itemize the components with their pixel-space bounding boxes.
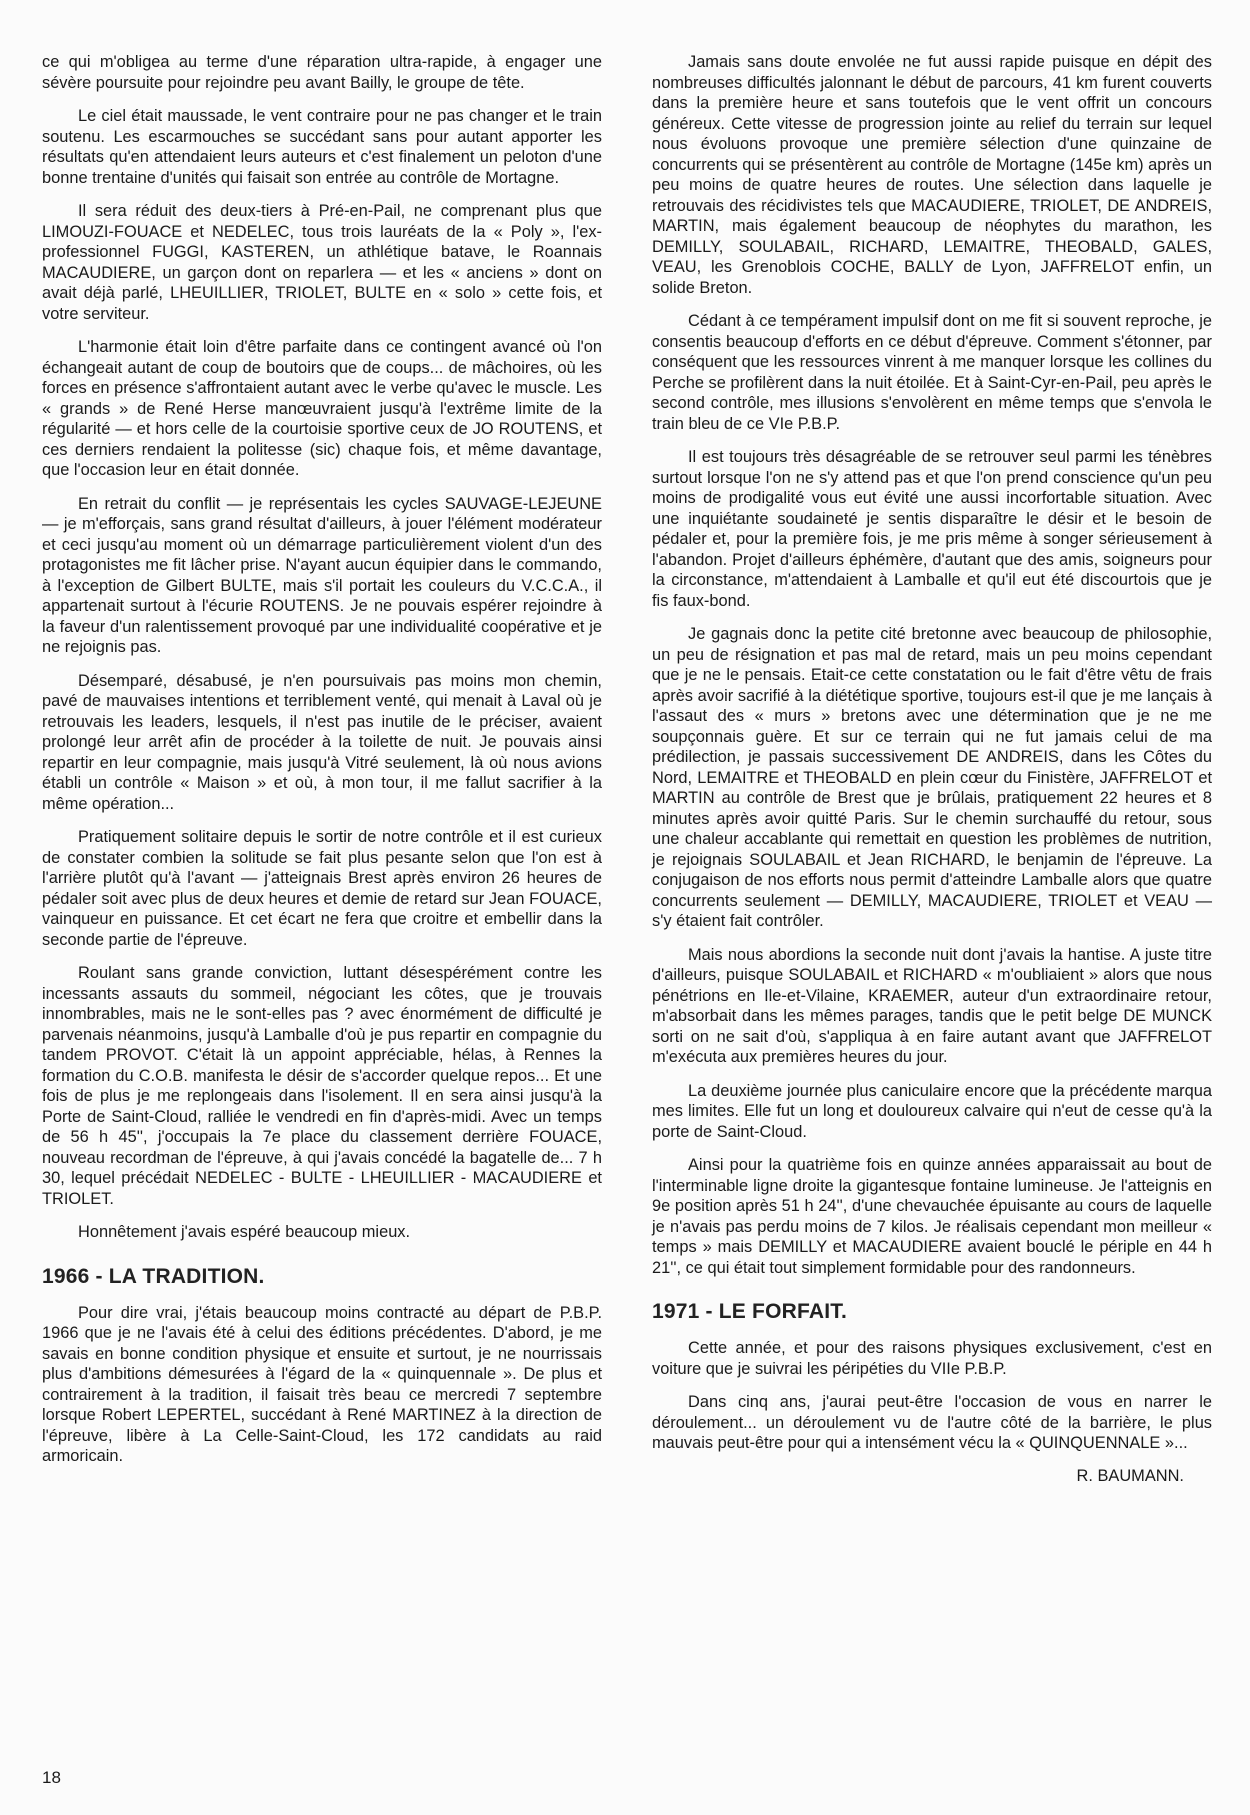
paragraph: Pour dire vrai, j'étais beaucoup moins contracté au départ de P.B.P. 1966 que je ne l'avais été à celui des éditions précédentes. D'abord, je me savais en bonne condition physique et ensuite et surtout, je ne nourrissais plus d'ambitions démesurées à l'égard de la « quinquennale ». De plus et contrairement à la tradition, il faisait très beau ce mercredi 7 septembre lorsque Robert LEPERTEL, succédant à René MARTINEZ à la direction de l'épreuve, libère à La Celle-Saint-Cloud, les 172 candidats au raid armoricain. <box>42 1303 602 1465</box>
paragraph: Jamais sans doute envolée ne fut aussi rapide puisque en dépit des nombreuses difficultés jalonnant le début de parcours, 41 km furent couverts dans la première heure et sans toutefois que le vent offrit un concours généreux. Cette vitesse de progression jointe au relief du terrain sur lequel nous évoluons provoque une première sélection d'une quinzaine de concurrents qui se présentèrent au contrôle de Mortagne (145e km) après un peu moins de quatre heures de routes. Une sélection dans laquelle je retrouvais des récidivistes tels que MACAUDIERE, TRIOLET, DE ANDREIS, MARTIN, mais également beaucoup de néophytes du marathon, les DEMILLY, SOULABAIL, RICHARD, LEMAITRE, THEOBALD, GALES, VEAU, les Grenoblois COCHE, BALLY de Lyon, JAFFRELOT enfin, un solide Breton. <box>652 53 1212 297</box>
paragraph: Il sera réduit des deux-tiers à Pré-en-Pail, ne comprenant plus que LIMOUZI-FOUACE et NEDELEC, tous trois lauréats de la « Poly », l'ex-professionnel FUGGI, KASTEREN, un athlétique batave, le Roannais MACAUDIERE, un garçon dont on reparlera — et les « anciens » dont on avait déjà parlé, LHEUILLIER, TRIOLET, BULTE en « solo » cette fois, et votre serviteur. <box>42 202 602 323</box>
paragraph: Ainsi pour la quatrième fois en quinze années apparaissait au bout de l'interminable ligne droite la gigantesque fontaine lumineuse. Je l'atteignis en 9e position après 51 h 24'', d'une chevauchée épuisante au cours de laquelle je n'avais pas perdu moins de 7 kilos. Je réalisais cependant mon meilleur « temps » mais DEMILLY et MACAUDIERE avaient bouclé le périple en 44 h 21'', ce qui était tout simplement formidable pour des randonneurs. <box>652 1156 1212 1277</box>
paragraph: En retrait du conflit — je représentais les cycles SAUVAGE-LEJEUNE — je m'efforçais, sans grand résultat d'ailleurs, à jouer l'élément modérateur et ceci jusqu'au moment où un démarrage particulièrement violent d'un des protagonistes me fit lâcher prise. N'ayant aucun équipier dans le commando, à l'exception de Gilbert BULTE, mais s'il portait les couleurs du V.C.C.A., il appartenait surtout à l'écurie ROUTENS. Je ne pouvais espérer rejoindre à la faveur d'un ralentissement provoqué par une individualité coopérative et je ne rejoignis pas. <box>42 494 602 656</box>
paragraph: L'harmonie était loin d'être parfaite dans ce contingent avancé où l'on échangeait autant de coup de boutoirs que de coups... de mâchoires, où les forces en présence s'affrontaient autant avec le verbe qu'avec le muscle. Les « grands » de René Herse manœuvraient jusqu'à l'extrême limite de la régularité — et hors celle de la courtoisie sportive ceux de JO ROUTENS, et ces derniers rendaient la politesse (sic) chaque fois, et même davantage, que l'occasion leur en était donnée. <box>42 338 602 479</box>
paragraph: ce qui m'obligea au terme d'une réparation ultra-rapide, à engager une sévère poursuite pour rejoindre peu avant Bailly, le groupe de tête. <box>42 53 602 92</box>
paragraph: Désemparé, désabusé, je n'en poursuivais pas moins mon chemin, pavé de mauvaises intentions et terriblement venté, qui menait à Laval où je retrouvais les leaders, lesquels, il n'est pas inutile de le préciser, avaient prolongé leur arrêt afin de procéder à la toilette de nuit. Je pouvais ainsi repartir en leur compagnie, mais jusqu'à Vitré seulement, là où nous avions établi un contrôle « Maison » et où, à mon tour, il me fallut sacrifier à la même opération... <box>42 671 602 813</box>
paragraph: Je gagnais donc la petite cité bretonne avec beaucoup de philosophie, un peu de résignation et pas mal de retard, mais un peu moins cependant que je ne le pensais. Etait-ce cette constatation ou le fait d'être vêtu de frais après avoir sacrifié à la diététique sportive, toujours est-il que je me lançais à l'assaut des « murs » bretons avec une détermination que je ne me soupçonnais guère. Et sur ce terrain qui ne fut jamais celui de ma prédilection, je passais successivement DE ANDREIS, dans les Côtes du Nord, LEMAITRE et THEOBALD en plein cœur du Finistère, JAFFRELOT et MARTIN au contrôle de Brest que je brûlais, pratiquement 22 heures et 8 minutes après avoir quitté Paris. Sur le chemin surchauffé du retour, sous une chaleur accablante qui remettait en question les problèmes de nutrition, je rejoignais SOULABAIL et Jean RICHARD, le benjamin de l'épreuve. La conjugaison de nos efforts nous permit d'atteindre Lamballe alors que quatre concurrents seulement — DEMILLY, MACAUDIERE, TRIOLET et VEAU — s'y étaient fait contrôler. <box>652 625 1212 930</box>
paragraph: Mais nous abordions la seconde nuit dont j'avais la hantise. A juste titre d'ailleurs, puisque SOULABAIL et RICHARD « m'oubliaient » alors que nous pénétrions en Ile-et-Vilaine, KRAEMER, auteur d'un extraordinaire retour, m'absorbait dans les mêmes parages, tandis que le petit belge DE MUNCK sorti on ne sait d'où, s'appliqua à en faire autant avant que JAFFRELOT m'exécuta aux premières heures du jour. <box>652 945 1212 1066</box>
section-title-1971: 1971 - LE FORFAIT. <box>652 1300 847 1323</box>
paragraph: Cette année, et pour des raisons physiques exclusivement, c'est en voiture que je suivrai les péripéties du VIIe P.B.P. <box>652 1339 1212 1378</box>
paragraph: Pratiquement solitaire depuis le sortir de notre contrôle et il est curieux de constater combien la solitude se fait plus pesante selon que l'on est à l'arrière plutôt qu'à l'avant — j'atteignais Brest après environ 26 heures de pédaler soit avec plus de deux heures et demie de retard sur Jean FOUACE, vainqueur en puissance. Et cet écart ne fera que croitre et embellir dans la seconde partie de l'épreuve. <box>42 828 602 949</box>
section-title-1966: 1966 - LA TRADITION. <box>42 1264 265 1288</box>
paragraph: Cédant à ce tempérament impulsif dont on me fit si souvent reproche, je consentis beaucoup d'efforts en ce début d'épreuve. Comment s'étonner, par conséquent que les ressources vinrent à me manquer lorsque les collines du Perche se profilèrent dans la nuit étoilée. Et à Saint-Cyr-en-Pail, peu après le second contrôle, mes illusions s'envolèrent en même temps que s'envola le train bleu de ce VIe P.B.P. <box>652 312 1212 433</box>
author-signature: R. BAUMANN. <box>1076 1466 1184 1485</box>
page-number: 18 <box>42 1768 61 1787</box>
left-column <box>42 52 602 1480</box>
paragraph: Il est toujours très désagréable de se retrouver seul parmi les ténèbres surtout lorsque l'on ne s'y attend pas et que l'on prend conscience qu'un peu moins de prodigalité vous eut évité une aussi incorfortable situation. Avec une inquiétante soudaineté je sentis disparaître le désir et le besoin de pédaler et, pour la première fois, je me pris même à songer sérieusement à l'abandon. Projet d'ailleurs éphémère, d'autant que des amis, soigneurs pour la circonstance, m'attendaient à Lamballe et qu'il eut été discourtois que je fis faux-bond. <box>652 448 1212 610</box>
paragraph: Le ciel était maussade, le vent contraire pour ne pas changer et le train soutenu. Les escarmouches se succédant sans pour autant apporter les résultats qu'en attendaient leurs auteurs et c'est finalement un peloton d'une bonne trentaine d'unités qui faisait son entrée au contrôle de Mortagne. <box>42 107 602 187</box>
paragraph: La deuxième journée plus caniculaire encore que la précédente marqua mes limites. Elle fut un long et douloureux calvaire qui n'eut de cesse qu'à la porte de Saint-Cloud. <box>652 1081 1212 1141</box>
paragraph: Honnêtement j'avais espéré beaucoup mieux. <box>78 1223 411 1241</box>
paragraph: Dans cinq ans, j'aurai peut-être l'occasion de vous en narrer le déroulement... un déroulement vu de l'autre côté de la barrière, le plus mauvais peut-être pour qui a intensément vécu la « QUINQUENNALE »... <box>652 1393 1212 1452</box>
paragraph: Roulant sans grande conviction, luttant désespérément contre les incessants assauts du sommeil, négociant les côtes, que je trouvais innombrables, mais ne le sont-elles pas ? avec énormément de difficulté je parvenais néanmoins, jusqu'à Lamballe d'où je pus repartir en compagnie du tandem PROVOT. C'était là un appoint appréciable, hélas, à Rennes la formation du C.O.B. manifesta le désir de s'accorder quelque repos... Et une fois de plus je me replongeais dans l'isolement. Il en sera ainsi jusqu'à la Porte de Saint-Cloud, ralliée le vendredi en fin d'après-midi. Avec un temps de 56 h 45'', j'occupais la 7e place du classement derrière FOUACE, nouveau recordman de l'épreuve, à qui j'avais concédé la bagatelle de... 7 h 30, lequel précédait NEDELEC - BULTE - LHEUILLIER - MACAUDIERE et TRIOLET. <box>42 964 602 1208</box>
right-column <box>652 52 1212 1486</box>
